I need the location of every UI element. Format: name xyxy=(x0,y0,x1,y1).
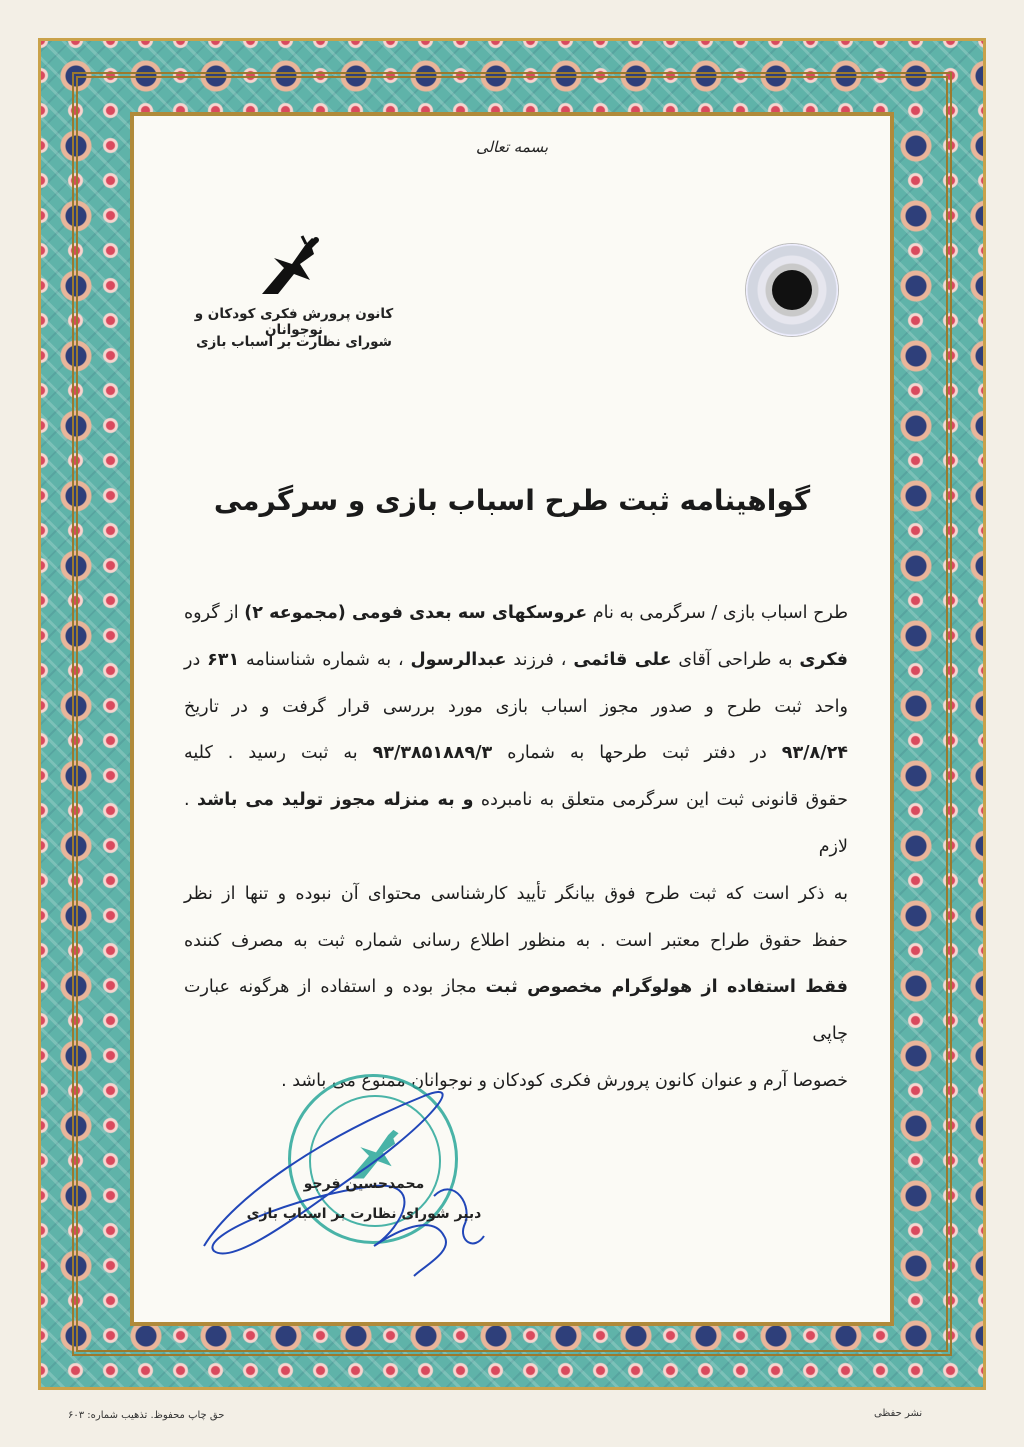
organization-name: کانون پرورش فکری کودکان و نوجوانان xyxy=(194,306,394,338)
certificate-title: گواهینامه ثبت طرح اسباب بازی و سرگرمی xyxy=(213,484,811,517)
hologram-logo-icon xyxy=(772,270,812,310)
body-line-3: واحد ثبت طرح و صدور مجوز اسباب بازی مورد بررسی قرار گرفت و در تاریخ xyxy=(184,696,848,717)
body-line-9: خصوصا آرم و عنوان کانون پرورش فکری کودکان و نوجوانان ممنوع می باشد . xyxy=(281,1070,848,1091)
body-line-1: طرح اسباب بازی / سرگرمی به نام عروسکهای سه بعدی فومی (مجموعه ۲) از گروه xyxy=(184,603,848,623)
body-line-7: حفظ حقوق طراح معتبر است . به منظور اطلاع رسانی شماره ثبت به مصرف کننده xyxy=(184,930,848,951)
signer-name: محمدحسین فرجو xyxy=(303,1176,425,1192)
kanoon-bird-logo-icon xyxy=(254,234,330,300)
certificate-body xyxy=(184,590,848,1105)
body-line-2: فکری به طراحی آقای علی قائمی ، فرزند عبدالرسول ، به شماره شناسنامه ۶۳۱ در xyxy=(184,649,848,670)
basmala: بسمه تعالی xyxy=(475,138,549,156)
body-line-8: فقط استفاده از هولوگرام مخصوص ثبت مجاز بوده و استفاده از هرگونه عبارت چاپی xyxy=(184,977,848,1045)
certificate-paper xyxy=(130,112,894,1326)
body-line-5: حقوق قانونی ثبت این سرگرمی متعلق به نامبرده و به منزله مجوز تولید می باشد . لازم xyxy=(184,790,848,857)
body-line-6: به ذکر است که ثبت طرح فوق بیانگر تأیید کارشناسی محتوای آن نبوده و تنها از نظر xyxy=(184,883,848,904)
footer-publisher: نشر حفظی xyxy=(874,1408,923,1419)
footer-copyright: حق چاپ محفوظ. تذهیب شماره: ۶۰۳ xyxy=(68,1410,225,1421)
signer-role: دبیر شورای نظارت بر اسباب بازی xyxy=(246,1206,482,1222)
hologram-seal xyxy=(746,244,838,336)
organization-subtitle: شورای نظارت بر اسباب بازی xyxy=(196,334,392,350)
body-line-4: ۹۳/۸/۲۴ در دفتر ثبت طرحها به شماره ۹۳/۳۸۵۱۸۸۹/۳ به ثبت رسید . کلیه xyxy=(184,743,848,764)
